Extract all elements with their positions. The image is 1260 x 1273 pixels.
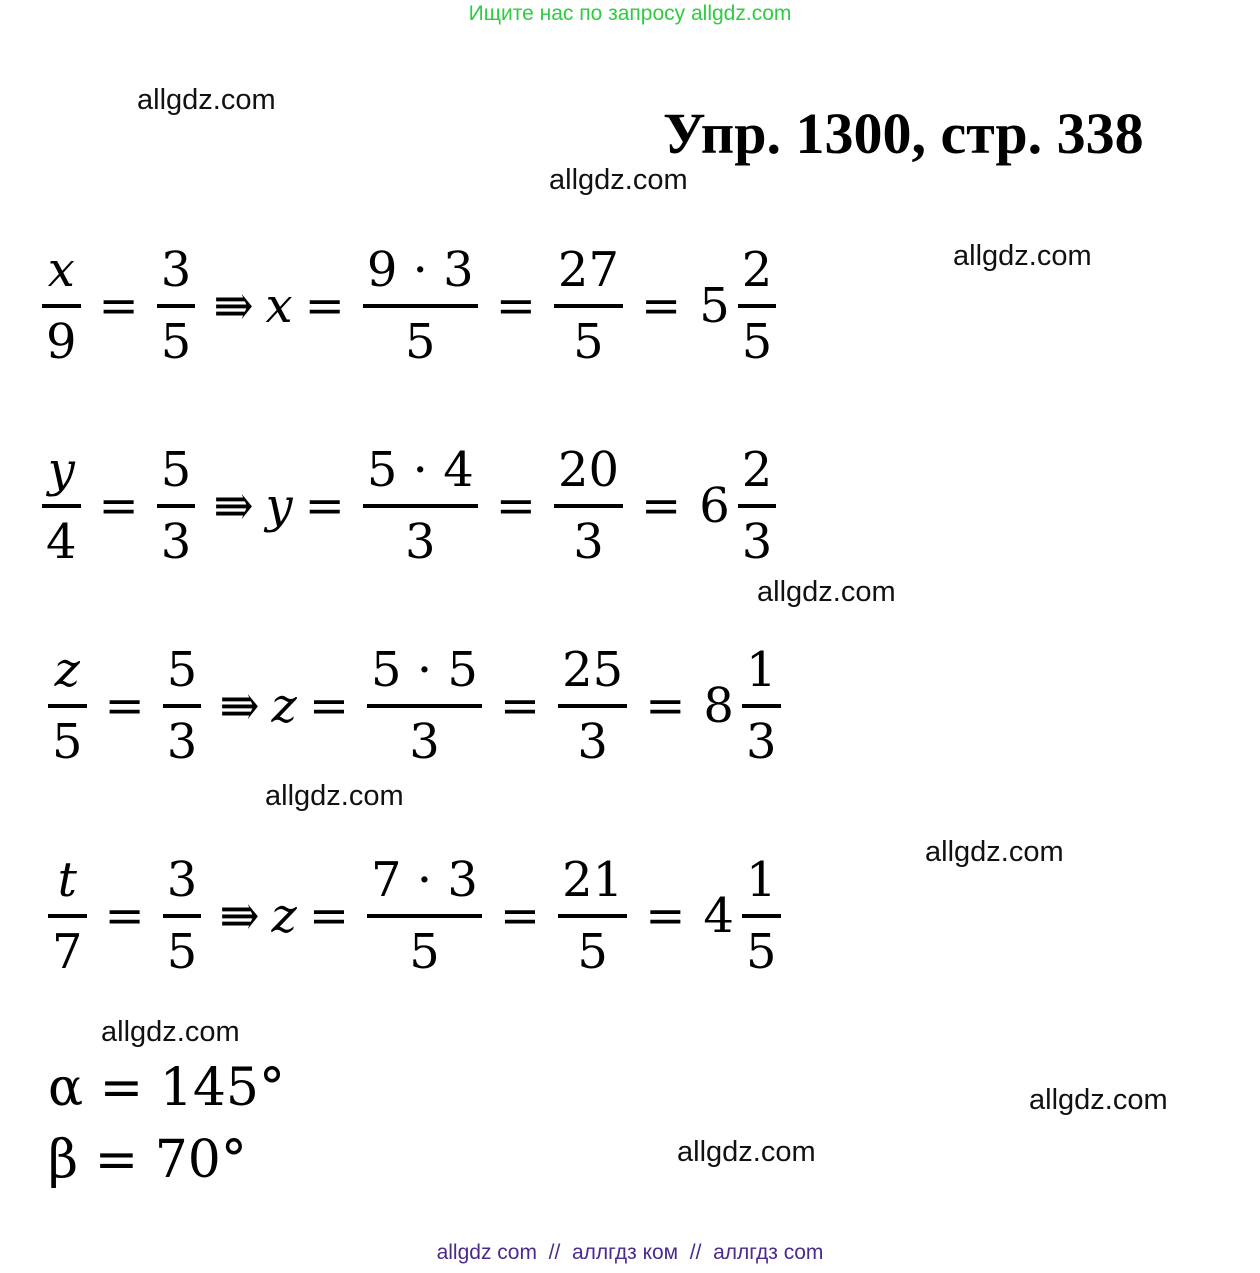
- rhs-denominator: 5: [160, 314, 192, 370]
- mixed-numerator: 2: [741, 242, 773, 298]
- mixed-numerator: 2: [741, 442, 773, 498]
- mixed-denominator: 3: [745, 714, 777, 770]
- watermark: allgdz.com: [137, 84, 276, 116]
- watermark: allgdz.com: [1029, 1084, 1168, 1116]
- mixed-fraction: [742, 852, 781, 980]
- equals-sign: =: [641, 478, 682, 534]
- improper-fraction: [558, 642, 627, 770]
- mixed-fraction: [742, 642, 781, 770]
- improper-fraction: [554, 442, 623, 570]
- mixed-denominator: 3: [741, 514, 773, 570]
- rhs-denominator: 3: [166, 714, 198, 770]
- rhs-numerator: 3: [160, 242, 192, 298]
- lhs-fraction: [48, 852, 87, 980]
- lhs-fraction: [42, 442, 81, 570]
- lhs-numerator: t: [57, 852, 77, 908]
- equals-sign: =: [495, 278, 536, 334]
- watermark: allgdz.com: [757, 576, 896, 608]
- rhs-fraction: [163, 642, 202, 770]
- implies-sign: ⇛: [219, 678, 260, 734]
- watermark: allgdz.com: [925, 836, 1064, 868]
- result-variable: z: [271, 888, 297, 944]
- lhs-denominator: 7: [52, 924, 83, 980]
- improper-denominator: 3: [577, 714, 608, 770]
- lhs-fraction: [42, 242, 81, 370]
- improper-fraction: [554, 242, 623, 370]
- equals-sign: =: [645, 888, 686, 944]
- result-variable: z: [271, 678, 297, 734]
- rhs-numerator: 5: [160, 442, 192, 498]
- equation-row: [36, 236, 782, 376]
- rhs-numerator: 3: [166, 852, 198, 908]
- improper-denominator: 5: [577, 924, 608, 980]
- product-fraction: [367, 852, 482, 980]
- product-denominator: 3: [409, 714, 440, 770]
- equation-row: [36, 436, 782, 576]
- footer-watermark: allgdz com // аллгдз ком // аллгдз com: [436, 1241, 824, 1264]
- mixed-fraction: [738, 242, 777, 370]
- improper-numerator: 25: [562, 642, 624, 698]
- top-banner: Ищите нас по запросу allgdz.com: [468, 2, 792, 25]
- equals-sign: =: [499, 888, 541, 944]
- equals-sign: =: [499, 678, 541, 734]
- mixed-numerator: 1: [745, 642, 777, 698]
- implies-sign: ⇛: [213, 278, 254, 334]
- improper-fraction: [558, 852, 627, 980]
- mixed-numerator: 1: [745, 852, 777, 908]
- watermark: allgdz.com: [101, 1016, 240, 1048]
- mixed-whole: 8: [703, 678, 734, 734]
- product-numerator: 5 · 5: [371, 642, 478, 698]
- implies-sign: ⇛: [219, 888, 260, 944]
- rhs-denominator: 5: [166, 924, 198, 980]
- improper-denominator: 5: [573, 314, 604, 370]
- equals-sign: =: [104, 678, 145, 734]
- page-title: Упр. 1300, стр. 338: [663, 101, 1144, 166]
- mixed-whole: 6: [699, 478, 730, 534]
- lhs-numerator: y: [47, 442, 75, 498]
- rhs-fraction: [157, 442, 196, 570]
- watermark: allgdz.com: [549, 164, 688, 196]
- product-numerator: 7 · 3: [371, 852, 478, 908]
- equals-sign: =: [308, 888, 350, 944]
- lhs-numerator: z: [54, 642, 80, 698]
- lhs-numerator: x: [47, 242, 75, 298]
- equals-sign: =: [645, 678, 686, 734]
- product-numerator: 5 · 4: [366, 442, 474, 498]
- product-denominator: 5: [404, 314, 436, 370]
- result-variable: y: [265, 478, 293, 534]
- equals-sign: =: [98, 278, 139, 334]
- equals-sign: =: [495, 478, 536, 534]
- rhs-fraction: [157, 242, 196, 370]
- equals-sign: =: [640, 278, 682, 334]
- improper-denominator: 3: [573, 514, 604, 570]
- improper-numerator: 21: [562, 852, 624, 908]
- implies-sign: ⇛: [213, 478, 254, 534]
- product-fraction: [363, 242, 478, 370]
- lhs-denominator: 9: [46, 314, 77, 370]
- lhs-denominator: 4: [46, 514, 77, 570]
- product-fraction: [367, 642, 482, 770]
- product-fraction: [363, 442, 478, 570]
- mixed-whole: 4: [703, 888, 734, 944]
- lhs-fraction: [48, 642, 87, 770]
- improper-numerator: 20: [557, 442, 620, 498]
- product-numerator: 9 · 3: [366, 242, 474, 298]
- product-denominator: 5: [409, 924, 440, 980]
- rhs-numerator: 5: [166, 642, 198, 698]
- mixed-fraction: [738, 442, 777, 570]
- rhs-fraction: [163, 852, 202, 980]
- rhs-denominator: 3: [160, 514, 192, 570]
- equals-sign: =: [304, 278, 345, 334]
- equation-row: [42, 846, 787, 986]
- equals-sign: =: [98, 478, 139, 534]
- angle-alpha: α = 145°: [48, 1058, 285, 1118]
- watermark: allgdz.com: [677, 1136, 816, 1168]
- mixed-denominator: 5: [745, 924, 777, 980]
- mixed-denominator: 5: [741, 314, 773, 370]
- angle-beta: β = 70°: [48, 1130, 247, 1190]
- watermark: allgdz.com: [953, 240, 1092, 272]
- equals-sign: =: [308, 678, 350, 734]
- lhs-denominator: 5: [52, 714, 83, 770]
- equals-sign: =: [304, 478, 345, 534]
- mixed-whole: 5: [699, 278, 730, 334]
- equation-row: [42, 636, 787, 776]
- equals-sign: =: [104, 888, 145, 944]
- product-denominator: 3: [405, 514, 436, 570]
- result-variable: x: [265, 278, 293, 334]
- improper-numerator: 27: [557, 242, 619, 298]
- watermark: allgdz.com: [265, 780, 404, 812]
